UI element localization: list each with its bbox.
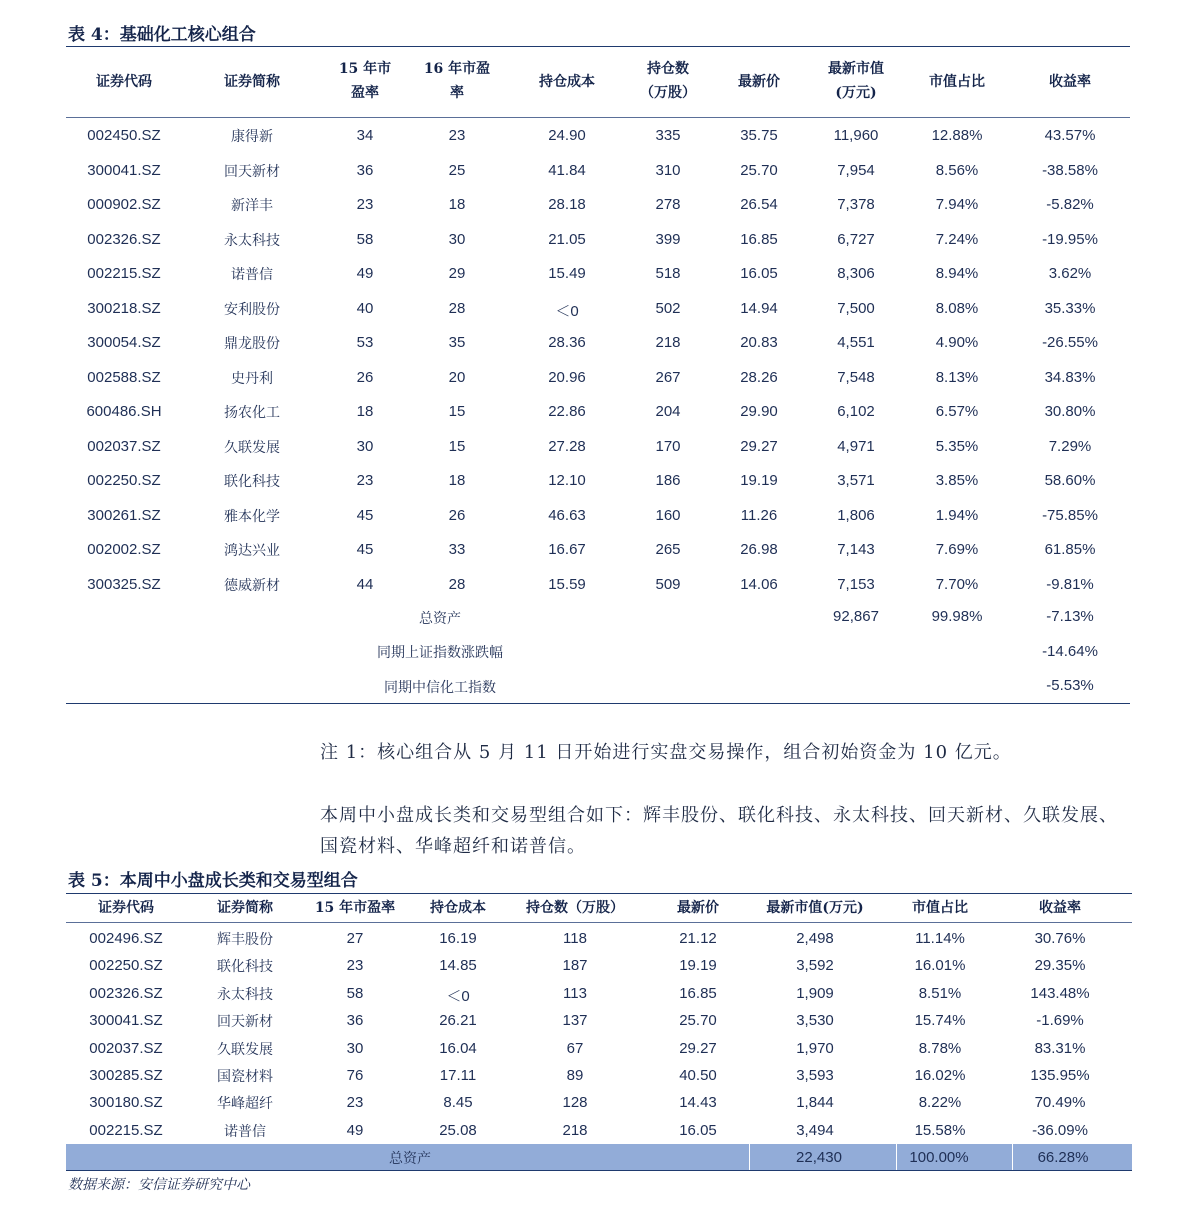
stock-code-cell: 002496.SZ: [89, 930, 163, 947]
table-cell: 218: [655, 334, 681, 351]
stock-name-cell: 德威新材: [224, 577, 280, 594]
table-cell: 8.56%: [935, 161, 979, 179]
table-cell: 30.76%: [1034, 930, 1086, 947]
total-divider: [749, 1144, 750, 1170]
table-cell: 160: [655, 506, 681, 524]
table-cell: 15: [448, 437, 466, 455]
stock-code-cell: 002215.SZ: [89, 1121, 163, 1139]
stock-name-cell: 康得新: [231, 129, 273, 145]
table4-header-cell: （万股）: [640, 85, 696, 101]
stock-name-cell: 联化科技: [217, 959, 273, 976]
table4-total-share: 99.98%: [931, 608, 983, 625]
table-cell: 27: [346, 930, 364, 947]
table-cell: 518: [655, 265, 681, 282]
table4-header-cell: 最新市值: [828, 61, 884, 77]
table-cell: 83.31%: [1034, 1039, 1086, 1057]
table-cell: 187: [562, 957, 588, 975]
table-cell: 19.19: [740, 472, 778, 489]
table-cell: 1,844: [796, 1094, 834, 1112]
table-cell: 7.69%: [935, 541, 979, 558]
table-cell: -75.85%: [1042, 506, 1098, 524]
stock-name-cell: 扬农化工: [224, 405, 280, 421]
table5-header-cell: 证券代码: [98, 900, 154, 916]
table-cell: 16.01%: [914, 957, 966, 975]
table-cell: 53: [356, 334, 374, 351]
table-cell: 18: [448, 472, 466, 489]
table-cell: 19.19: [679, 957, 717, 975]
table-cell: 278: [655, 196, 681, 213]
table-cell: 40.50: [679, 1067, 717, 1084]
table-cell: 11,960: [833, 127, 879, 144]
note-text: 注 1：核心组合从 5 月 11 日开始进行实盘交易操作，组合初始资金为 10 亿元。: [320, 742, 1012, 763]
stock-code-cell: 002250.SZ: [89, 957, 163, 975]
table-cell: 6,727: [837, 230, 875, 248]
table-cell: 3,593: [796, 1067, 834, 1084]
table4-title: 表 4：基础化工核心组合: [68, 25, 256, 45]
table-cell: 45: [356, 541, 374, 558]
table4-header-cell: 最新价: [738, 74, 780, 90]
table4-index-return-citic: -5.53%: [1046, 677, 1094, 694]
table-cell: 118: [563, 930, 587, 947]
table-cell: 28: [448, 575, 466, 593]
table-cell: 204: [655, 403, 681, 420]
table5-header-rule: [66, 922, 1132, 923]
table4-bottom-rule: [66, 703, 1130, 704]
table-cell: 4,551: [837, 334, 875, 351]
table4-header-cell: 15 年市: [338, 61, 392, 77]
table4-header-cell: 证券简称: [224, 74, 280, 90]
table5-header-cell: 最新价: [677, 900, 719, 916]
table-cell: 7.70%: [935, 575, 979, 593]
stock-code-cell: 002215.SZ: [87, 265, 161, 282]
stock-name-cell: 永太科技: [217, 986, 273, 1003]
table-cell: 7,500: [837, 299, 875, 317]
table5-header-cell: 最新市值(万元): [766, 900, 864, 916]
table-cell: 29.27: [679, 1039, 717, 1057]
table-cell: 143.48%: [1030, 984, 1090, 1002]
table-cell: 16.85: [679, 984, 717, 1002]
table-cell: 28.18: [548, 196, 586, 213]
table-cell: 7,143: [837, 541, 875, 558]
table-cell: 1,970: [796, 1039, 834, 1057]
stock-code-cell: 002037.SZ: [89, 1039, 163, 1057]
table-cell: 70.49%: [1034, 1094, 1086, 1112]
table-cell: 186: [655, 472, 681, 489]
table-cell: 23: [346, 1094, 364, 1112]
stock-name-cell: 鸿达兴业: [224, 543, 280, 559]
table-cell: 41.84: [548, 161, 586, 179]
table4-header-rule: [66, 117, 1130, 118]
table-cell: 4.90%: [935, 334, 979, 351]
table-cell: 16.04: [439, 1039, 477, 1057]
table-cell: 44: [356, 575, 374, 593]
table-cell: 15: [448, 403, 466, 420]
table-cell: 26.54: [740, 196, 778, 213]
table-cell: 28.36: [548, 334, 586, 351]
table-cell: 58: [356, 230, 374, 248]
stock-name-cell: 久联发展: [224, 439, 280, 456]
table-cell: 7,153: [837, 575, 875, 593]
table5-total-label: 总资产: [389, 1151, 431, 1167]
table5-total-share: 100.00%: [909, 1149, 969, 1166]
table-cell: 7.29%: [1048, 437, 1092, 455]
table-cell: 3,592: [796, 957, 834, 975]
table4-total-market-value: 92,867: [833, 608, 879, 625]
table-cell: 3,571: [837, 472, 875, 489]
table-cell: 128: [562, 1094, 588, 1112]
table-cell: ＜0: [555, 302, 579, 320]
table-cell: 3,530: [796, 1012, 834, 1030]
table4-header-cell: 市值占比: [929, 74, 985, 90]
table-cell: 36: [346, 1012, 364, 1030]
table-cell: 30: [346, 1039, 364, 1057]
table-cell: 8.45: [443, 1094, 473, 1112]
table-cell: 8.94%: [935, 265, 979, 282]
table-cell: 34: [356, 127, 374, 144]
table-cell: 3.85%: [935, 472, 979, 489]
stock-name-cell: 史丹利: [231, 370, 273, 387]
stock-code-cell: 300325.SZ: [87, 575, 161, 593]
table-cell: 25.70: [679, 1012, 717, 1030]
table-cell: 509: [655, 575, 681, 593]
table-cell: 20.96: [548, 368, 586, 386]
table-cell: -5.82%: [1046, 196, 1094, 213]
table5-header-cell: 持仓成本: [430, 900, 486, 916]
table-cell: 8,306: [837, 265, 875, 282]
stock-code-cell: 300261.SZ: [87, 506, 161, 524]
table-cell: 21.05: [548, 230, 586, 248]
table-cell: 8.78%: [918, 1039, 962, 1057]
table-cell: 49: [346, 1121, 364, 1139]
table-cell: 12.88%: [931, 127, 983, 144]
table-cell: 7.24%: [935, 230, 979, 248]
table-cell: 4,971: [837, 437, 875, 455]
table-cell: 23: [448, 127, 466, 144]
table4-header-cell: (万元): [835, 85, 877, 101]
stock-name-cell: 新洋丰: [231, 198, 273, 214]
table-cell: ＜0: [446, 987, 470, 1005]
table-cell: 7,954: [837, 161, 875, 179]
table-cell: 40: [356, 299, 374, 317]
stock-name-cell: 诺普信: [224, 1123, 266, 1140]
stock-name-cell: 永太科技: [224, 232, 280, 249]
table-cell: 35: [448, 334, 466, 351]
table-cell: 26.98: [740, 541, 778, 558]
table-cell: 49: [356, 265, 374, 282]
table-cell: 1,806: [837, 506, 875, 524]
table-cell: 16.85: [740, 230, 778, 248]
table4-header-cell: 16 年市盈: [423, 61, 491, 77]
table-cell: 35.75: [740, 127, 778, 144]
table-cell: 21.12: [679, 930, 717, 947]
table-cell: 16.67: [548, 541, 586, 558]
table-cell: 399: [655, 230, 681, 248]
table-cell: 18: [448, 196, 466, 213]
table-cell: 14.94: [740, 299, 778, 317]
table-cell: 58: [346, 984, 364, 1002]
table-cell: 23: [346, 957, 364, 975]
table-cell: 29.27: [740, 437, 778, 455]
table-cell: 26: [448, 506, 466, 524]
table4-header-cell: 盈率: [351, 85, 379, 101]
table-cell: 137: [562, 1012, 588, 1030]
stock-code-cell: 002588.SZ: [87, 368, 161, 386]
table-cell: 15.59: [548, 575, 586, 593]
table-cell: 3.62%: [1048, 265, 1092, 282]
table4-total-return: -7.13%: [1046, 608, 1094, 625]
stock-code-cell: 300041.SZ: [89, 1012, 163, 1030]
table4-top-rule: [66, 46, 1130, 47]
table4-header-cell: 持仓数: [647, 61, 689, 77]
table-cell: 25.08: [439, 1121, 477, 1139]
stock-name-cell: 联化科技: [224, 474, 280, 490]
table5-total-market-value: 22,430: [796, 1149, 842, 1166]
table-cell: 35.33%: [1044, 299, 1096, 317]
table-cell: 30: [448, 230, 466, 248]
table-cell: 25.70: [740, 161, 778, 179]
table-cell: -9.81%: [1046, 575, 1094, 593]
table-cell: 8.08%: [935, 299, 979, 317]
table-cell: 29.35%: [1034, 957, 1086, 975]
stock-code-cell: 002002.SZ: [87, 541, 161, 558]
table4-index-return-sse: -14.64%: [1042, 643, 1098, 660]
stock-code-cell: 300218.SZ: [87, 299, 161, 317]
table-cell: 20: [448, 368, 466, 386]
table-cell: 24.90: [548, 127, 586, 144]
table-cell: 335: [655, 127, 681, 144]
stock-name-cell: 国瓷材料: [217, 1069, 273, 1085]
table-cell: 45: [356, 506, 374, 524]
stock-name-cell: 华峰超纤: [217, 1096, 273, 1113]
stock-code-cell: 300041.SZ: [87, 161, 161, 179]
table5-header-cell: 持仓数（万股）: [526, 900, 624, 916]
table-cell: 29: [448, 265, 466, 282]
table4-header-cell: 证券代码: [96, 74, 152, 90]
table4-total-label: 总资产: [419, 611, 461, 627]
table-cell: 16.05: [740, 265, 778, 282]
table-cell: 28: [448, 299, 466, 317]
table-cell: 1,909: [796, 984, 834, 1002]
table-cell: 28.26: [740, 368, 778, 386]
stock-code-cell: 600486.SH: [86, 403, 162, 420]
portfolio-paragraph: 本周中小盘成长类和交易型组合如下：辉丰股份、联化科技、永太科技、回天新材、久联发展、国瓷材料、华峰超纤和诺普信。: [320, 805, 1118, 857]
table-cell: 22.86: [548, 403, 586, 420]
table-cell: 16.05: [679, 1121, 717, 1139]
stock-name-cell: 回天新材: [224, 163, 280, 180]
table-cell: 20.83: [740, 334, 778, 351]
table-cell: 27.28: [548, 437, 586, 455]
table-cell: 135.95%: [1030, 1067, 1090, 1084]
stock-name-cell: 鼎龙股份: [224, 336, 280, 352]
stock-code-cell: 002250.SZ: [87, 472, 161, 489]
table-cell: -19.95%: [1042, 230, 1098, 248]
stock-name-cell: 回天新材: [217, 1014, 273, 1031]
table-cell: -1.69%: [1036, 1012, 1084, 1030]
table-cell: 6,102: [837, 403, 875, 420]
table-cell: 36: [356, 161, 374, 179]
table-cell: 17.11: [439, 1067, 477, 1084]
table-cell: 58.60%: [1044, 472, 1096, 489]
stock-code-cell: 002326.SZ: [89, 984, 163, 1002]
table-cell: -36.09%: [1032, 1121, 1088, 1139]
stock-code-cell: 300180.SZ: [89, 1094, 163, 1112]
stock-code-cell: 002326.SZ: [87, 230, 161, 248]
table-cell: 3,494: [796, 1121, 834, 1139]
table-cell: 67: [566, 1039, 584, 1057]
table-cell: -38.58%: [1042, 161, 1098, 179]
stock-name-cell: 雅本化学: [224, 508, 280, 525]
table-cell: 7,378: [837, 196, 875, 213]
table-cell: 8.22%: [918, 1094, 962, 1112]
stock-code-cell: 300054.SZ: [87, 334, 161, 351]
table-cell: 25: [448, 161, 466, 179]
stock-code-cell: 002450.SZ: [87, 127, 161, 144]
stock-code-cell: 300285.SZ: [89, 1067, 163, 1084]
table-cell: 5.35%: [935, 437, 979, 455]
table4-header-cell: 率: [450, 85, 464, 101]
table5-bottom-rule: [66, 1170, 1132, 1171]
table-cell: 8.13%: [935, 368, 979, 386]
table-cell: 14.85: [439, 957, 477, 975]
table-cell: 33: [448, 541, 466, 558]
table-cell: 26.21: [439, 1012, 477, 1030]
table-cell: 2,498: [796, 930, 834, 947]
table-cell: 16.02%: [914, 1067, 966, 1084]
table5-top-rule: [66, 893, 1132, 894]
stock-name-cell: 诺普信: [231, 267, 273, 283]
table-cell: 61.85%: [1044, 541, 1096, 558]
table-cell: 502: [655, 299, 681, 317]
table5-header-cell: 收益率: [1039, 900, 1081, 916]
table-cell: 34.83%: [1044, 368, 1096, 386]
table-cell: 29.90: [740, 403, 778, 420]
table-cell: 15.49: [548, 265, 586, 282]
table-cell: 265: [655, 541, 681, 558]
table-cell: 26: [356, 368, 374, 386]
table-cell: 6.57%: [935, 403, 979, 420]
table-cell: 30: [356, 437, 374, 455]
table-cell: 218: [562, 1121, 588, 1139]
table4-header-cell: 收益率: [1049, 74, 1091, 90]
table-cell: 11.26: [740, 506, 778, 524]
table-cell: 76: [346, 1067, 364, 1084]
table5-title: 表 5：本周中小盘成长类和交易型组合: [68, 871, 358, 891]
stock-name-cell: 辉丰股份: [217, 932, 273, 948]
stock-code-cell: 002037.SZ: [87, 437, 161, 455]
table-cell: 46.63: [548, 506, 586, 524]
table5-header-cell: 市值占比: [912, 900, 968, 916]
stock-code-cell: 000902.SZ: [87, 196, 161, 213]
table4-index-label-sse: 同期上证指数涨跌幅: [377, 645, 503, 661]
table-cell: 113: [563, 984, 587, 1002]
table-cell: 267: [655, 368, 681, 386]
table-cell: 14.43: [679, 1094, 717, 1112]
table-cell: 310: [655, 161, 681, 179]
table-cell: 7.94%: [935, 196, 979, 213]
table5-header-cell: 15 年市盈率: [314, 900, 396, 916]
table-cell: 15.74%: [914, 1012, 966, 1030]
table-cell: 23: [356, 472, 374, 489]
table4-index-label-citic: 同期中信化工指数: [384, 680, 496, 696]
table-cell: 43.57%: [1044, 127, 1096, 144]
table5-header-cell: 证券简称: [217, 900, 273, 916]
table-cell: 23: [356, 196, 374, 213]
table-cell: 15.58%: [914, 1121, 966, 1139]
table-cell: 8.51%: [918, 984, 962, 1002]
table-cell: 89: [566, 1067, 584, 1084]
table5-total-return: 66.28%: [1037, 1149, 1089, 1166]
table-cell: 16.19: [439, 930, 477, 947]
stock-name-cell: 安利股份: [224, 301, 280, 318]
table-cell: 18: [356, 403, 374, 420]
table-cell: 14.06: [740, 575, 778, 593]
table-cell: 30.80%: [1044, 403, 1096, 420]
data-source-note: 数据来源：安信证券研究中心: [68, 1177, 250, 1193]
table-cell: 170: [655, 437, 681, 455]
table-cell: -26.55%: [1042, 334, 1098, 351]
table4-header-cell: 持仓成本: [539, 74, 595, 90]
table-cell: 1.94%: [935, 506, 979, 524]
table-cell: 11.14%: [915, 930, 965, 947]
stock-name-cell: 久联发展: [217, 1041, 273, 1058]
table-cell: 7,548: [837, 368, 875, 386]
table-cell: 12.10: [548, 472, 586, 489]
